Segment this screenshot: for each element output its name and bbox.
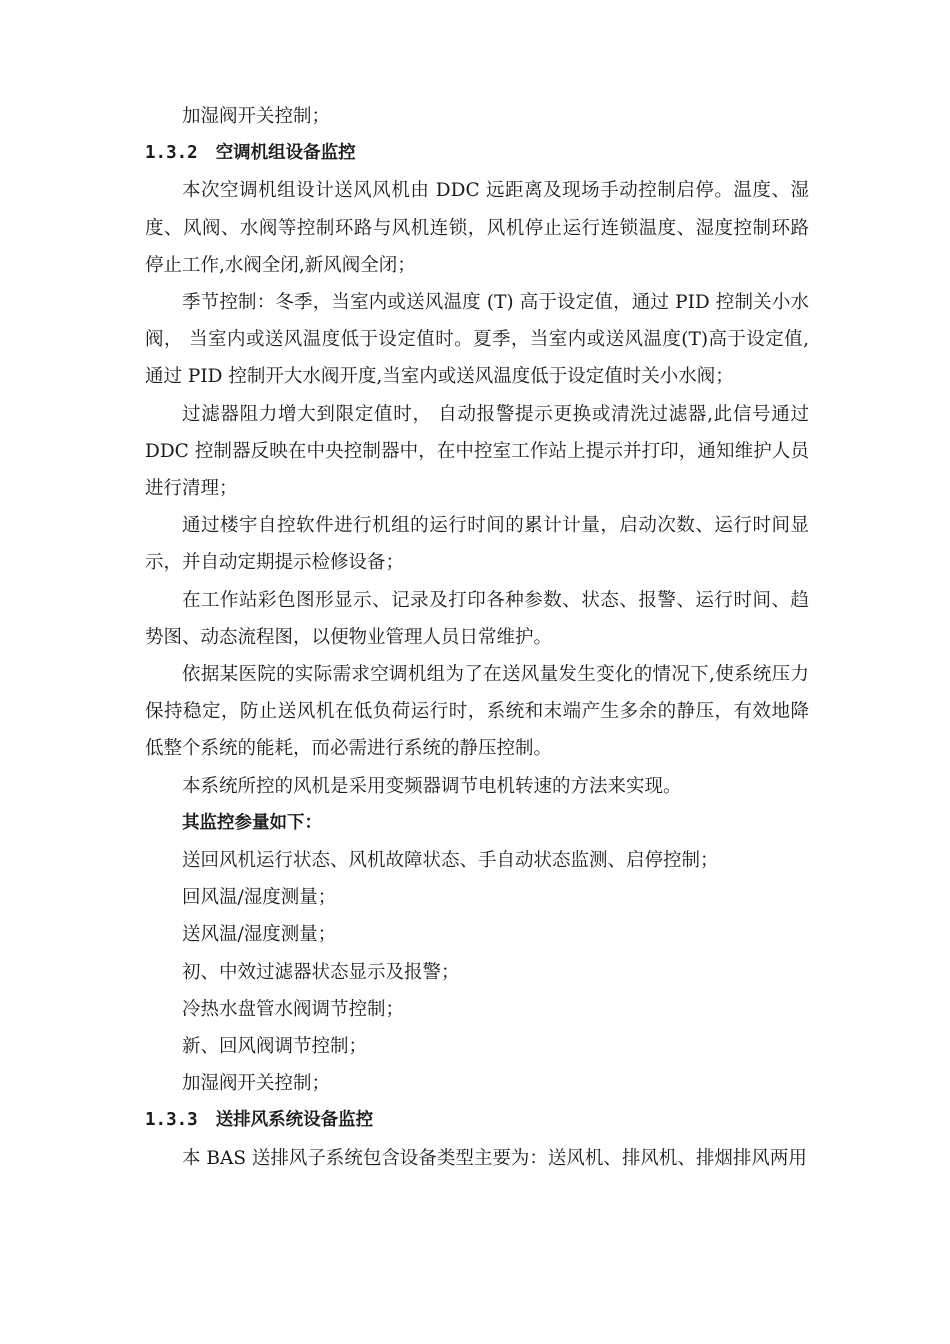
- list-item: 送回风机运行状态、风机故障状态、手自动状态监测、启停控制；: [182, 850, 719, 872]
- section-title: 空调机组设备监控: [215, 143, 356, 164]
- section-heading-1-3-3: [145, 1102, 809, 1139]
- paragraph-humidifier-valve-top: 加湿阀开关控制；: [182, 106, 331, 127]
- paragraph-static-pressure: 依据某医院的实际需求空调机组为了在送风量发生变化的情况下,使系统压力保持稳定，防止送风机在低负荷运行时，系统和末端产生多余的静压，有效地降低整个系统的能耗，而必需进行系统的静压控制。: [145, 664, 809, 760]
- paragraph-vfd: 本系统所控的风机是采用变频器调节电机转速的方法来实现。: [182, 775, 682, 797]
- paragraph-monitoring-params-heading: 其监控参量如下：: [182, 812, 322, 833]
- list-item: 送风温/湿度测量；: [182, 924, 337, 946]
- section-number: 1.3.3: [145, 1110, 198, 1131]
- paragraph-runtime-metering: 通过楼宇自控软件进行机组的运行时间的累计计量，启动次数、运行时间显示，并自动定期提示检修设备；: [145, 515, 809, 574]
- paragraph-supply-exhaust-intro: 本 BAS 送排风子系统包含设备类型主要为：送风机、排风机、排烟排风两用: [182, 1147, 807, 1169]
- document-page: [145, 98, 809, 1177]
- section-title: 送排风系统设备监控: [215, 1110, 374, 1131]
- list-item: 冷热水盘管水阀调节控制；: [182, 998, 405, 1020]
- section-heading-1-3-2: [145, 135, 809, 172]
- list-item: 加湿阀开关控制；: [182, 1073, 331, 1095]
- paragraph-workstation-display: 在工作站彩色图形显示、记录及打印各种参数、状态、报警、运行时间、趋势图、动态流程图，以便物业管理人员日常维护。: [145, 589, 809, 648]
- list-item: 回风温/湿度测量；: [182, 887, 337, 909]
- list-item: 初、中效过滤器状态显示及报警；: [182, 961, 460, 983]
- list-item: 新、回风阀调节控制；: [182, 1036, 368, 1058]
- paragraph-filter-alarm: 过滤器阻力增大到限定值时， 自动报警提示更换或清洗过滤器,此信号通过 DDC 控制器反映在中央控制器中，在中控室工作站上提示并打印，通知维护人员进行清理；: [145, 403, 809, 500]
- paragraph-ahu-control: 本次空调机组设计送风风机由 DDC 远距离及现场手动控制启停。温度、湿度、风阀、水阀等控制环路与风机连锁，风机停止运行连锁温度、湿度控制环路停止工作,水阀全闭,新风阀全闭；: [145, 180, 809, 276]
- paragraph-seasonal-control: 季节控制：冬季，当室内或送风温度 (T) 高于设定值，通过 PID 控制关小水阀， 当室内或送风温度低于设定值时。夏季，当室内或送风温度(T)高于设定值,通过 PID 控制开大水阀开度,当室内或送风温度低于设定值时关小水阀；: [145, 292, 809, 388]
- section-number: 1.3.2: [145, 143, 198, 164]
